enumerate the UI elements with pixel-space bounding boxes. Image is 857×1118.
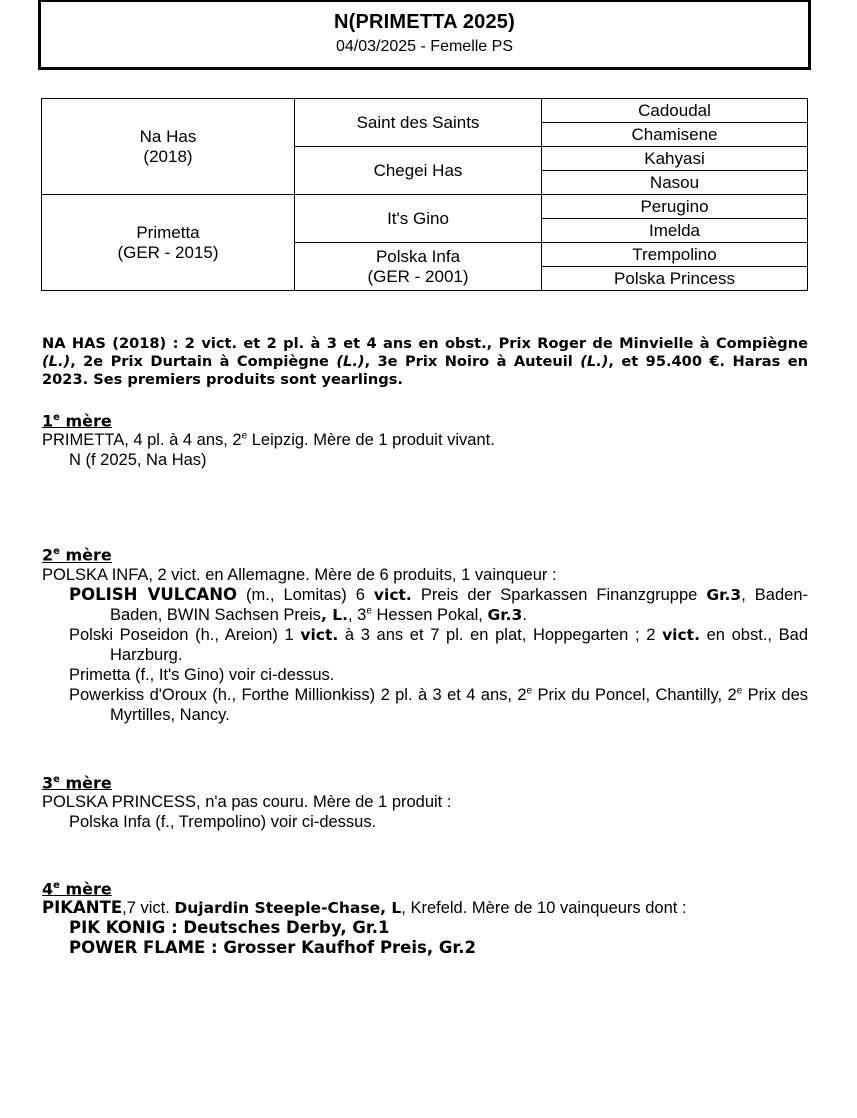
section-dam-2 — [42, 542, 808, 724]
stallion-summary: NA HAS (2018) : 2 vict. et 2 pl. à 3 et 4 ans en obst., Prix Roger de Minvielle à Compiègne (L.), 2e Prix Durtain à Compiègne (L.), 3e Prix Noiro à Auteuil (L.), et 95.400 €. Haras en 2023. Ses premiers produits sont yearlings. — [42, 335, 809, 388]
dam-name: Primetta — [136, 222, 200, 242]
dam-detail: (GER - 2015) — [117, 242, 219, 262]
page-title: N(PRIMETTA 2025) — [333, 11, 515, 33]
header-box — [38, 0, 811, 70]
pedigree-sire-sire: Saint des Saints — [295, 99, 542, 147]
content — [42, 335, 808, 958]
dam-2-product-4: Powerkiss d'Oroux (h., Forthe Millionkiss) 2 pl. à 3 et 4 ans, 2e Prix du Poncel, Chantilly, 2e Prix des Myrtilles, Nancy. — [69, 685, 808, 724]
dam-2-product-2: Polski Poseidon (h., Areion) 1 vict. à 3 ans et 7 pl. en plat, Hoppegarten ; 2 vict. en obst., Bad Harzburg. — [69, 625, 808, 664]
section-title-2: 2e mère — [42, 545, 112, 565]
section-title-3: 3e mère — [42, 772, 112, 792]
pedigree-sire-dam: Chegei Has — [295, 147, 542, 195]
pedigree-sire-dam-sire: Kahyasi — [542, 147, 808, 171]
pedigree-dam-sire-sire: Perugino — [542, 195, 808, 219]
section-dam-4 — [42, 876, 808, 958]
dam-1-product: N (f 2025, Na Has) — [69, 451, 207, 470]
pedigree-sire-sire-dam: Chamisene — [542, 123, 808, 147]
pedigree-table — [41, 98, 808, 291]
dam-3-line: POLSKA PRINCESS, n'a pas couru. Mère de 1 produit : — [42, 792, 452, 811]
dam-4-winner-2: POWER FLAME : Grosser Kaufhof Preis, Gr.2 — [69, 938, 476, 958]
pedigree-dam-sire-dam: Imelda — [542, 219, 808, 243]
dam-2-intro: POLSKA INFA, 2 vict. en Allemagne. Mère de 6 produits, 1 vainqueur : — [42, 565, 557, 584]
pedigree-dam-sire: It's Gino — [295, 195, 542, 243]
pedigree-dam-dam-sire: Trempolino — [542, 243, 808, 267]
pedigree-dam-dam-dam: Polska Princess — [542, 267, 808, 291]
dam-2-product-3: Primetta (f., It's Gino) voir ci-dessus. — [69, 665, 335, 684]
dam-2-product-1: POLISH VULCANO (m., Lomitas) 6 vict. Preis der Sparkassen Finanzgruppe Gr.3, Baden-Baden, BWIN Sachsen Preis, L., 3e Hessen Pokal, Gr.3. — [69, 584, 808, 624]
sire-name: Na Has — [139, 126, 197, 146]
section-title-1: 1e mère — [42, 411, 112, 431]
pedigree-dam — [42, 195, 295, 291]
pedigree-sire — [42, 99, 295, 195]
pedigree-sire-dam-dam: Nasou — [542, 171, 808, 195]
dam-dam-detail: (GER - 2001) — [367, 266, 469, 286]
section-title-4: 4e mère — [42, 879, 112, 899]
dam-4-line: PIKANTE,7 vict. Dujardin Steeple-Chase, L, Krefeld. Mère de 10 vainqueurs dont : — [42, 898, 687, 918]
pedigree-sire-sire-sire: Cadoudal — [542, 99, 808, 123]
section-dam-3 — [42, 770, 808, 832]
sire-detail: (2018) — [143, 146, 193, 166]
dam-dam-name: Polska Infa — [375, 246, 461, 266]
pedigree-dam-dam — [295, 243, 542, 291]
dam-1-line: PRIMETTA, 4 pl. à 4 ans, 2e Leipzig. Mère de 1 produit vivant. — [42, 430, 495, 450]
section-dam-1 — [42, 408, 808, 470]
dam-3-product: Polska Infa (f., Trempolino) voir ci-dessus. — [69, 812, 377, 831]
dam-4-winner-1: PIK KONIG : Deutsches Derby, Gr.1 — [69, 918, 390, 938]
page-subtitle: 04/03/2025 - Femelle PS — [336, 38, 513, 55]
